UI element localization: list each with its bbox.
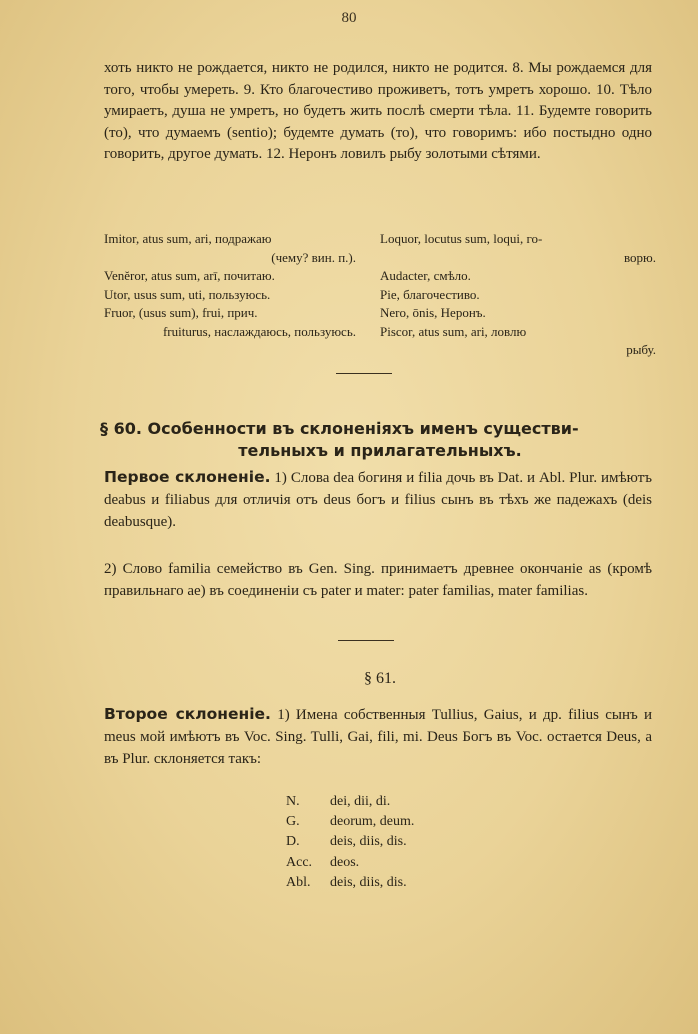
first-declension-paragraph: [104, 466, 652, 533]
declension-row: [286, 832, 414, 852]
vocab-entry: [380, 230, 656, 267]
vocab-entry-text: Nero, ōnis, Неронъ.: [380, 305, 486, 320]
familia-paragraph: 2) Слово familia семейство въ Gen. Sing. принимаетъ древнее окончаніе as (кромѣ правильнаго ae) въ соединеніи съ pater и mater: pater familias, mater familias.: [104, 561, 652, 599]
vocab-entry-continuation: ворю.: [623, 249, 656, 265]
section-60-heading: [100, 418, 660, 462]
case-label: Abl.: [286, 874, 311, 890]
section-60-heading-line1: § 60. Особенности въ склоненіяхъ именъ существи-: [100, 419, 579, 438]
declension-row: [286, 812, 414, 832]
vocab-entry-text: Fruor, (usus sum), frui, прич.: [104, 305, 258, 320]
paragraph-lead: Первое склоненіе.: [104, 468, 271, 486]
vocab-entry: [104, 286, 356, 305]
vocab-entry-text: Pie, благочестиво.: [380, 286, 480, 302]
declension-table: [286, 792, 414, 893]
vocab-entry-text: Loquor, locutus sum, loqui, го-: [380, 231, 543, 246]
case-forms: dei, dii, di.: [330, 794, 391, 809]
paragraph-lead: Второе склоненіе.: [104, 705, 271, 723]
case-forms: deis, diis, dis.: [330, 834, 407, 850]
page-number: 80: [341, 10, 357, 26]
case-forms: deis, diis, dis.: [330, 874, 407, 890]
section-divider: [338, 640, 394, 641]
vocab-entry: [104, 230, 356, 267]
vocab-entry: [380, 323, 656, 360]
vocabulary-column-left: [104, 230, 356, 341]
second-declension-paragraph: [104, 703, 652, 770]
case-label: G.: [286, 814, 300, 830]
declension-row: [286, 873, 414, 893]
section-60-heading-line2: тельныхъ и прилагательныхъ.: [238, 441, 522, 460]
vocab-entry-text: Audacter, смѣло.: [380, 268, 471, 283]
paragraph-text: 1) Слова dea богиня и filia дочь въ Dat. и Abl. Plur. имѣютъ deabus и filiabus для отличія отъ deus богъ и filius сынъ въ тѣхъ же падежахъ (deis deabusque).: [104, 470, 652, 530]
vocab-entry: [380, 286, 656, 305]
declension-row: [286, 792, 414, 812]
paragraph-text: 1) Имена собственныя Tullius, Gaius, и др. filius сынъ и meus мой имѣютъ въ Voc. Sing. Tulli, Gai, fili, mi. Deus Богъ въ Voc. остается Deus, а въ Plur. склоняется такъ:: [104, 707, 652, 767]
vocab-entry-text: Piscor, atus sum, ari, ловлю: [380, 323, 527, 339]
vocab-entry: [104, 304, 356, 341]
vocab-entry-continuation: fruiturus, наслаждаюсь, пользуюсь.: [162, 323, 356, 339]
vocab-entry: [380, 304, 656, 323]
case-forms: deorum, deum.: [330, 814, 415, 830]
intro-paragraph: хоть никто не рождается, никто не родился, никто не родится. 8. Мы рождаемся для того, чтобы умереть. 9. Кто благочестиво проживетъ, тотъ умретъ хорошо. 10. Тѣло умираетъ, душа не умретъ, но будетъ жить послѣ смерти тѣла. 11. Будемте говорить (то), что думаемъ (sentio); будемте думать (то), что говоримъ: ибо постыдно одно говорить, другое думать. 12. Неронъ ловилъ рыбу золотыми сѣтями.: [104, 60, 652, 163]
case-label: D.: [286, 834, 300, 850]
vocabulary-column-right: [380, 230, 656, 360]
vocab-entry-continuation: рыбу.: [626, 342, 656, 357]
vocab-entry: [104, 267, 356, 286]
vocab-entry: [380, 267, 656, 286]
section-divider: [336, 373, 392, 374]
case-forms: deos.: [330, 854, 360, 870]
case-label: Acc.: [286, 854, 313, 870]
declension-row: [286, 853, 414, 873]
vocab-entry-text: Imitor, atus sum, ari, подражаю: [104, 231, 272, 246]
vocab-entry-continuation: (чему? вин. п.).: [271, 249, 356, 265]
case-label: N.: [286, 794, 300, 809]
vocab-entry-text: Venĕror, atus sum, arī, почитаю.: [104, 268, 275, 283]
vocab-entry-text: Utor, usus sum, uti, пользуюсь.: [104, 286, 271, 302]
section-61-heading: § 61.: [364, 670, 396, 687]
